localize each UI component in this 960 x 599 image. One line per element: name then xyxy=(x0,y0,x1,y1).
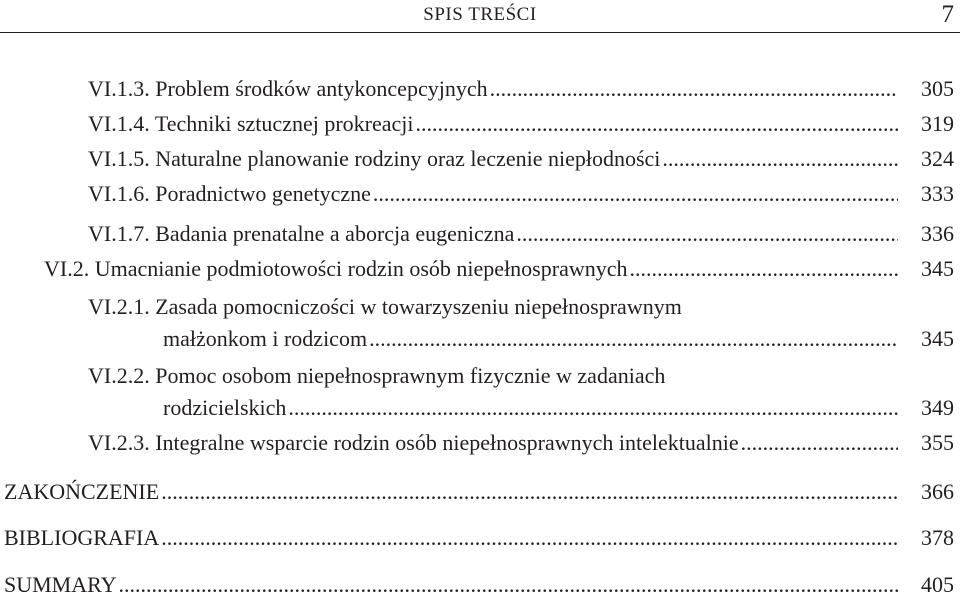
toc-leader-dots xyxy=(369,326,898,352)
toc-leader-dots xyxy=(288,395,898,421)
toc-entry-page: 349 xyxy=(921,395,954,420)
toc-leader-dots xyxy=(662,146,898,172)
toc-entry-title-cont: małżonkom i rodzicom xyxy=(163,326,368,351)
toc-entry-page: 333 xyxy=(921,181,954,206)
toc-entry-title: Integralne wsparcie rodzin osób niepełnosprawnych intelektualnie xyxy=(155,430,739,455)
toc-entry-number: VI.1.3. xyxy=(88,76,150,101)
toc-entry-title: Problem środków antykoncepcyjnych xyxy=(155,76,488,101)
toc-leader-dots xyxy=(630,256,899,282)
toc-leader-dots xyxy=(516,221,898,247)
toc-leader-dots xyxy=(161,479,898,505)
header-title: SPIS TREŚCI xyxy=(423,4,537,25)
toc-entry-page: 345 xyxy=(921,256,954,281)
toc-entry-title: ZAKOŃCZENIE xyxy=(4,479,160,504)
toc-entry-page: 405 xyxy=(921,572,954,597)
toc-entry-title: SUMMARY xyxy=(4,572,117,597)
toc-entry-page: 324 xyxy=(921,146,954,171)
toc-entry-title: Techniki sztucznej prokreacji xyxy=(154,111,414,136)
toc-leader-dots xyxy=(416,111,899,137)
toc-entry-page: 378 xyxy=(921,525,954,550)
toc-entry-title: Zasada pomocniczości w towarzyszeniu niepełnosprawnym xyxy=(155,294,682,319)
toc-entry-number: VI.1.6. xyxy=(88,181,150,206)
toc-leader-dots xyxy=(161,525,898,551)
toc-entry-page: 355 xyxy=(921,430,954,455)
toc-entry-title: BIBLIOGRAFIA xyxy=(4,525,160,550)
toc-entry-number: VI.2. xyxy=(44,256,90,281)
toc-entry-number: VI.1.4. xyxy=(88,111,150,136)
page-number: 7 xyxy=(941,1,954,28)
toc-entry-number: VI.1.7. xyxy=(88,221,150,246)
toc-entry-title: Pomoc osobom niepełnosprawnym fizycznie w zadaniach xyxy=(155,363,666,388)
toc-entry-title: Badania prenatalne a aborcja eugeniczna xyxy=(155,221,515,246)
toc-entry-page: 345 xyxy=(921,326,954,351)
toc-entry-page: 305 xyxy=(921,76,954,101)
toc-entry-title: Naturalne planowanie rodziny oraz leczenie niepłodności xyxy=(155,146,661,171)
toc-entry-page: 319 xyxy=(921,111,954,136)
toc-entry-title-cont: rodzicielskich xyxy=(163,395,287,420)
toc-leader-dots xyxy=(373,181,898,207)
toc-entry-page: 336 xyxy=(921,221,954,246)
toc-entry-number: VI.2.2. xyxy=(88,363,150,388)
toc-entry-number: VI.1.5. xyxy=(88,146,150,171)
toc-entry-title: Poradnictwo genetyczne xyxy=(155,181,371,206)
toc-leader-dots xyxy=(118,572,898,598)
toc-entry-title: Umacnianie podmiotowości rodzin osób niepełnosprawnych xyxy=(94,256,628,281)
toc-leader-dots xyxy=(490,76,898,102)
toc-entry-number: VI.2.3. xyxy=(88,430,150,455)
toc-entry-number: VI.2.1. xyxy=(88,294,150,319)
toc-leader-dots xyxy=(741,430,898,456)
toc-entry-page: 366 xyxy=(921,479,954,504)
